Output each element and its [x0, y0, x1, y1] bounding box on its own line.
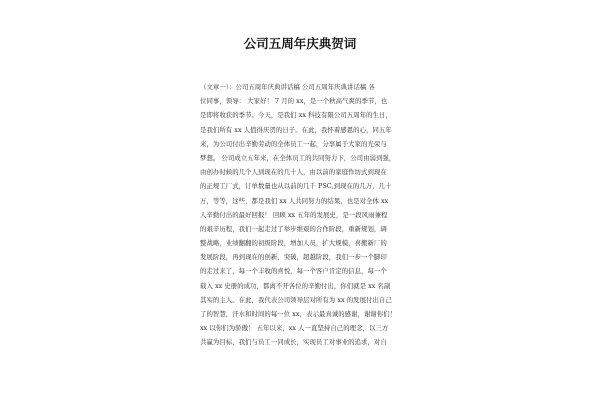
body-text-line: 其实的主人。在此，我代表公司领导层对所有为 xx 的发展付出自己 [200, 295, 392, 304]
body-text-line: xx 以你们为骄傲！ 五年以来，xx 人一直坚持自己的理念，以三方 [200, 324, 389, 333]
body-text-line: （文章一）：公司五周年庆典讲话稿 公司五周年庆典讲话稿 各 [200, 83, 375, 91]
body-text-line: 由创办时候的几个人到现在的几十人，由以前的家庭作坊式到现在 [200, 168, 387, 177]
document-title: 公司五周年庆典贺词 [243, 36, 357, 51]
body-text-line: 载入 xx 史册的成功，都离不开各位的辛勤付出，你们就是 xx 名副 [200, 281, 391, 290]
body-text-line: 位同事，领导： 大家好！ 7 月的 xx，是一个秋高气爽的季节，也 [200, 97, 388, 106]
body-text-line: 的正规工厂式，订单数量也从以前的几千 PSC,到现在的几万，几十 [200, 182, 392, 191]
body-text-line: 的走过来了，每一个丰收的喜悦，每一个客户肯定的信息，每一个 [200, 267, 387, 276]
body-text-line: 整战略，业绩翻翻的初级阶段，增加人员，扩大规模，喜搬新厂的 [200, 239, 387, 248]
document-body [200, 80, 410, 350]
body-text-line: 人辛勤付出的最好回报！ 回顾 xx 五年的发展史，是一段风雨兼程 [200, 210, 388, 219]
body-text-line: 共赢为目标，我们与员工一同成长，实现员工对事业的追求，对自 [200, 338, 387, 347]
body-text-line: 是我们所有 xx 人值得庆贺的日子。在此，我怀着感恩的心，同五年 [200, 125, 392, 134]
body-text-line: 发展阶段，再到现在的创新，突破，超越阶段，我们一步一个脚印 [200, 253, 387, 262]
body-text-line: 的艰辛历程，我们一起走过了举步维艰的合作阶段，重新规划，调 [200, 224, 387, 233]
body-text-line: 梦想。 公司成立五年来，在全体员工的共同努力下，公司由弱到强， [200, 153, 396, 162]
body-text-line: 来，为公司付出辛勤劳动的全体员工一起，分享属于大家的光荣与 [200, 139, 387, 148]
body-text-line: 万，等等，这些，都是我们 xx 人共同努力的结果，也是对全体 xx [200, 196, 389, 205]
body-text-line: 了的智慧，汗水和时间的每一位 xx，表示最真诚的感谢，谢谢你们！ [200, 310, 397, 318]
body-text-line: 是即将收获的季节。今天，是我们 xx 科技有限公司五周年的生日， [200, 111, 392, 120]
